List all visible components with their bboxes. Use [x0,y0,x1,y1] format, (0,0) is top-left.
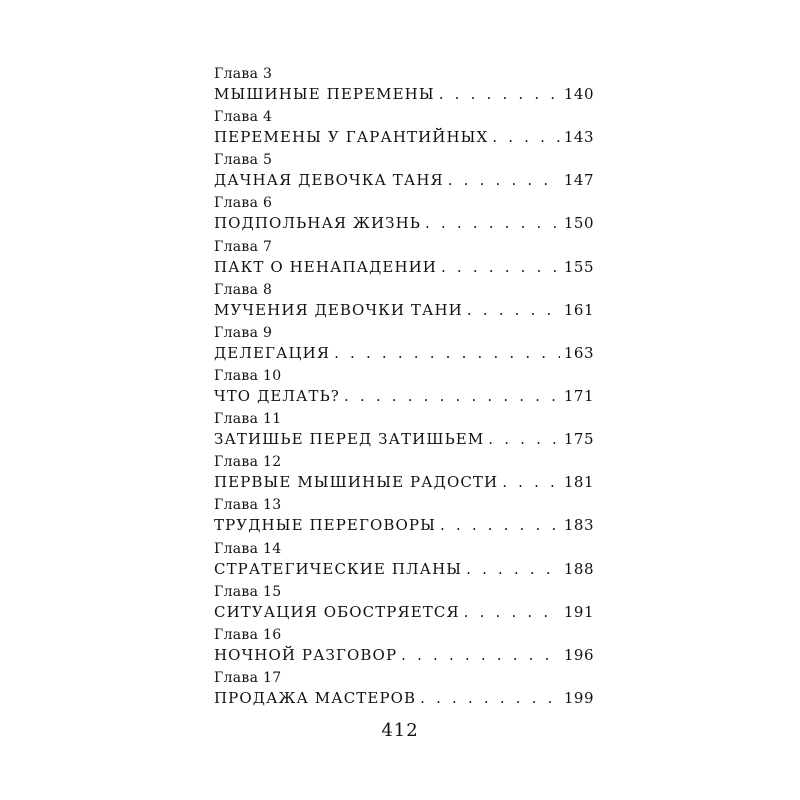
page-number: 196 [563,645,594,664]
page-number: 140 [563,85,594,103]
chapter-title: ЗАТИШЬЕ ПЕРЕД ЗАТИШЬЕМ [214,430,485,449]
chapter-title: ЧТО ДЕЛАТЬ? [214,386,340,405]
page-number: 188 [563,559,594,578]
chapter-title: ПЕРВЫЕ МЫШИНЫЕ РАДОСТИ [214,473,499,492]
dot-leader [488,430,560,448]
toc-entry [214,497,594,540]
page-number: 199 [563,688,594,707]
page-number: 163 [563,343,594,362]
dot-leader [467,301,560,319]
page-number: 143 [563,128,594,147]
toc-title-row [214,516,594,540]
chapter-title: СИТУАЦИЯ ОБОСТРЯЕТСЯ [214,602,460,621]
dot-leader [401,646,560,664]
chapter-label: Глава 3 [214,66,273,82]
chapter-title: ПАКТ О НЕНАПАДЕНИИ [214,257,437,276]
page-number: 181 [563,473,594,492]
table-of-contents [214,66,594,713]
toc-title-row [214,258,594,282]
toc-title-row [214,344,594,368]
chapter-label: Глава 11 [214,411,282,428]
chapter-label: Глава 12 [214,454,282,471]
dot-leader [344,387,560,405]
dot-leader [464,603,560,621]
toc-title-row [214,171,594,195]
toc-entry [214,282,594,325]
chapter-label: Глава 7 [214,238,273,255]
chapter-label: Глава 14 [214,540,282,557]
toc-entry [214,584,594,627]
chapter-label: Глава 9 [214,324,273,341]
toc-title-row [214,603,594,627]
chapter-title: ПРОДАЖА МАСТЕРОВ [214,688,417,707]
chapter-label: Глава 16 [214,626,282,643]
toc-entry [214,195,594,238]
page-number: 161 [563,300,594,319]
toc-title-row [214,689,594,713]
chapter-label: Глава 15 [214,583,282,600]
toc-title-row [214,387,594,411]
chapter-title: МУЧЕНИЯ ДЕВОЧКИ ТАНИ [214,300,463,319]
dot-leader [441,258,560,276]
chapter-title: ТРУДНЫЕ ПЕРЕГОВОРЫ [214,516,436,535]
page-number: 183 [563,516,594,535]
toc-entry [214,670,594,713]
page-number: 150 [563,214,594,233]
chapter-title: ДЕЛЕГАЦИЯ [214,343,331,362]
toc-entry [214,152,594,195]
page-number: 191 [563,602,594,621]
page-folio-number: 412 [381,720,419,741]
toc-title-row [214,301,594,325]
chapter-title: СТРАТЕГИЧЕСКИЕ ПЛАНЫ [214,559,463,578]
page-number: 171 [563,386,594,405]
toc-entry [214,541,594,584]
dot-leader [466,560,560,578]
toc-entry [214,411,594,454]
toc-title-row [214,128,594,152]
toc-title-row [214,214,594,238]
chapter-label: Глава 17 [214,669,282,686]
toc-entry [214,66,594,109]
dot-leader [420,689,560,707]
toc-entry [214,627,594,670]
chapter-label: Глава 13 [214,497,282,514]
dot-leader [425,214,560,232]
chapter-title: ПЕРЕМЕНЫ У ГАРАНТИЙНЫХ [214,128,489,147]
toc-title-row [214,430,594,454]
chapter-title: ПОДПОЛЬНАЯ ЖИЗНЬ [214,214,421,233]
chapter-title: НОЧНОЙ РАЗГОВОР [214,645,398,664]
chapter-label: Глава 10 [214,367,282,384]
chapter-title: МЫШИНЫЕ ПЕРЕМЕНЫ [214,85,435,103]
page-number: 147 [563,171,594,190]
toc-title-row [214,560,594,584]
toc-title-row [214,646,594,670]
dot-leader [334,344,560,362]
chapter-label: Глава 5 [214,152,273,169]
page-number: 175 [563,430,594,449]
toc-entry [214,109,594,152]
chapter-label: Глава 8 [214,281,273,298]
toc-entry [214,325,594,368]
toc-entry [214,368,594,411]
page-number: 155 [563,257,594,276]
dot-leader [502,473,560,491]
dot-leader [440,516,560,534]
toc-entry [214,239,594,282]
toc-title-row [214,85,594,109]
dot-leader [439,85,560,103]
dot-leader [448,171,560,189]
toc-title-row [214,473,594,497]
chapter-label: Глава 6 [214,195,273,212]
dot-leader [492,128,560,146]
toc-entry [214,454,594,497]
chapter-label: Глава 4 [214,109,273,126]
chapter-title: ДАЧНАЯ ДЕВОЧКА ТАНЯ [214,171,444,190]
